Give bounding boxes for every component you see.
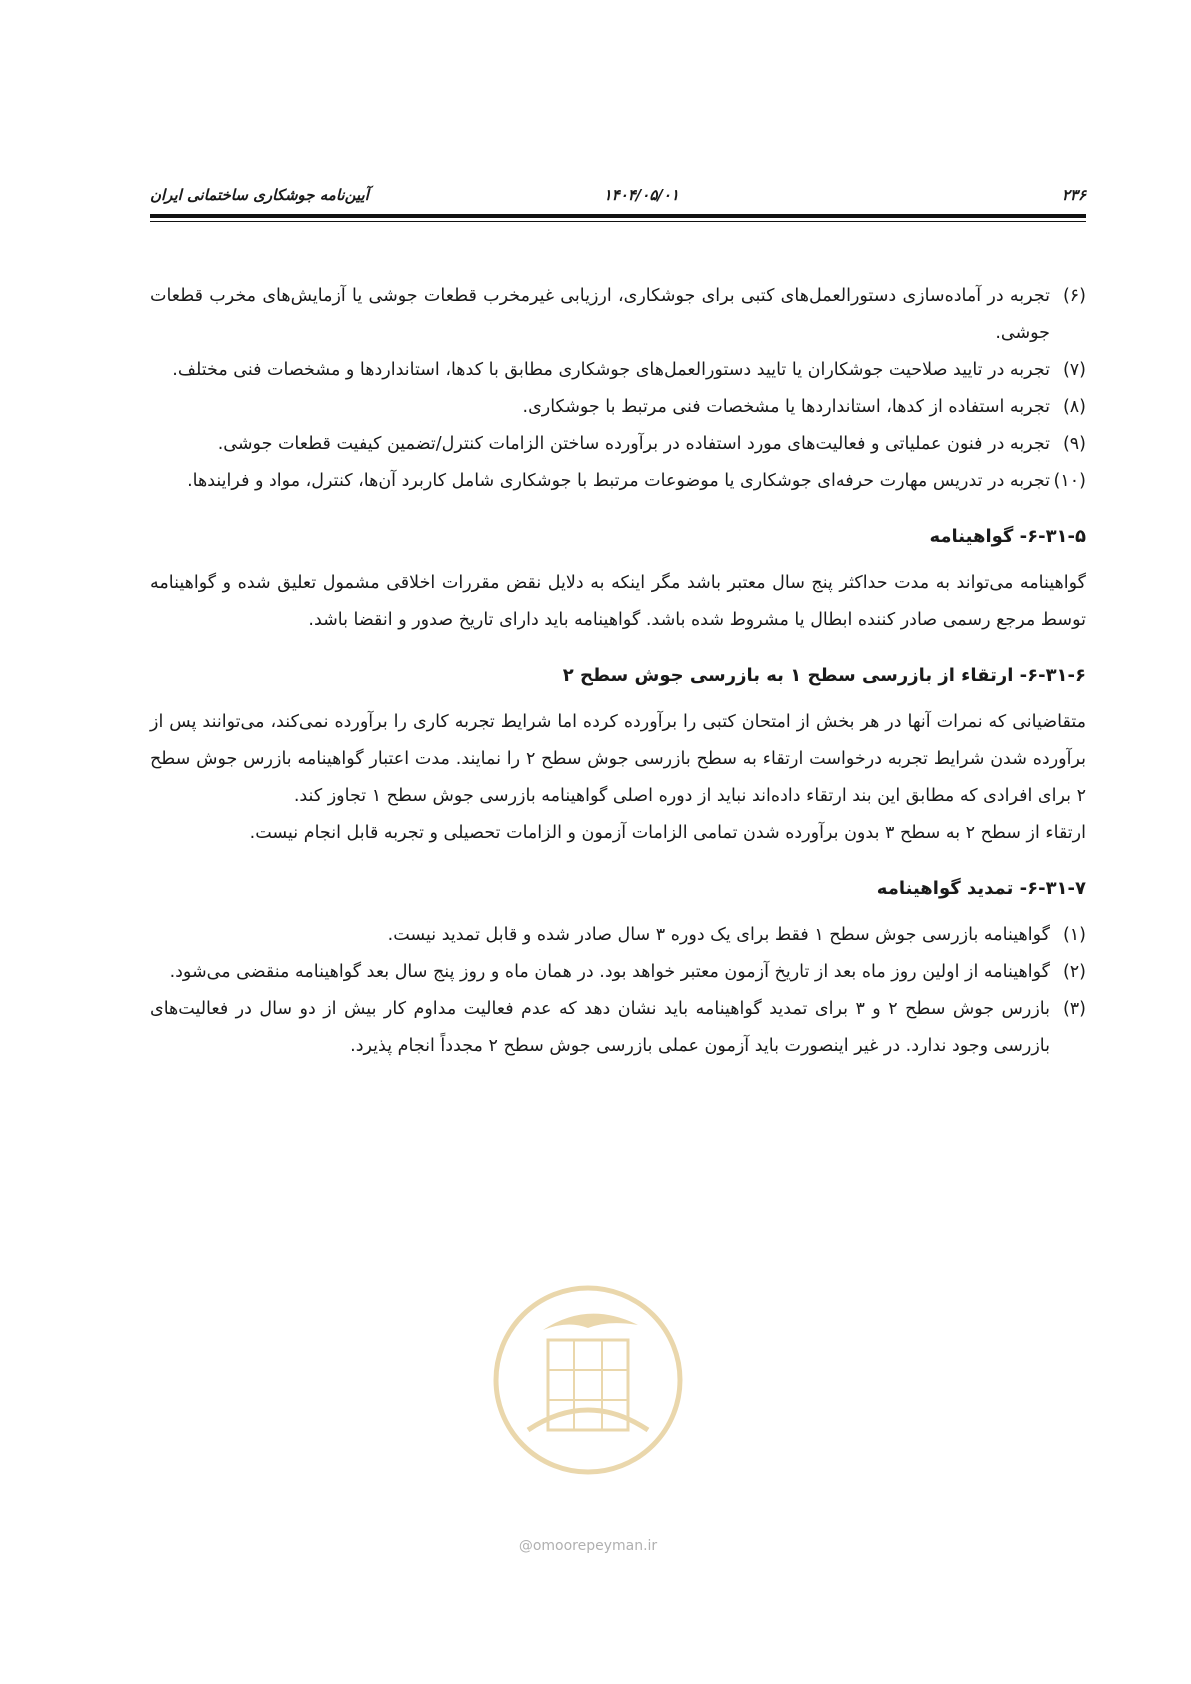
list-item-text: بازرس جوش سطح ۲ و ۳ برای تمدید گواهینامه باید نشان دهد که عدم فعالیت مداوم کار بیش از دو سال در فعالیت‌های بازرسی وجود ندارد. در غیر اینصورت باید آزمون عملی بازرسی جوش سطح ۲ مجدداً انجام پذیرد. <box>150 999 1050 1056</box>
list-item <box>150 278 1086 352</box>
list-item <box>150 991 1086 1065</box>
section-paragraph: متقاضیانی که نمرات آنها در هر بخش از امتحان کتبی را برآورده کرده اما شرایط تجربه کاری را برآورده نمی‌کند، می‌توانند پس از برآورده شدن شرایط تجربه درخواست ارتقاء به سطح بازرسی جوش سطح ۲ را نمایند. مدت اعتبار گواهینامه بازرس جوش سطح ۲ برای افرادی که مطابق این بند ارتقاء داده‌اند نباید از دوره اصلی گواهینامه بازرسی جوش سطح ۱ تجاوز کند. <box>150 712 1086 806</box>
renewal-list <box>150 917 1086 1065</box>
header-rule-thick <box>150 214 1086 218</box>
header-date: ۱۴۰۴/۰۵/۰۱ <box>603 186 679 204</box>
list-item-number: (۶) <box>1062 286 1086 306</box>
header-title: آیین‌نامه جوشکاری ساختمانی ایران <box>150 186 369 204</box>
list-item-number: (۱) <box>1062 925 1086 945</box>
list-item <box>150 954 1086 991</box>
list-item <box>150 389 1086 426</box>
header-page-number: ۲۳۶ <box>1061 186 1086 204</box>
list-item-text: تجربه استفاده از کدها، استانداردها یا مشخصات فنی مرتبط با جوشکاری. <box>522 397 1050 417</box>
list-item-number: (۲) <box>1062 962 1086 982</box>
list-item-text: تجربه در فنون عملیاتی و فعالیت‌های مورد استفاده در برآورده ساختن الزامات کنترل/تضمین کیفیت قطعات جوشی. <box>217 434 1050 454</box>
section-paragraph: گواهینامه می‌تواند به مدت حداکثر پنج سال معتبر باشد مگر اینکه به دلایل نقض مقررات اخلاقی مشمول تعلیق شده و گواهینامه توسط مرجع رسمی صادر کننده ابطال یا مشروط شده باشد. گواهینامه باید دارای تاریخ صدور و انقضا باشد. <box>150 573 1086 630</box>
list-item <box>150 426 1086 463</box>
list-item <box>150 917 1086 954</box>
section-heading-renewal: ۶-۳۱-۷- تمدید گواهینامه <box>876 878 1086 899</box>
list-item-text: تجربه در آماده‌سازی دستورالعمل‌های کتبی برای جوشکاری، ارزیابی غیرمخرب قطعات جوشی یا آزمایش‌های مخرب قطعات جوشی. <box>150 286 1050 343</box>
list-item-number: (۳) <box>1062 999 1086 1019</box>
list-item-number: (۱۰) <box>1053 471 1086 491</box>
list-item-text: تجربه در تدریس مهارت حرفه‌ای جوشکاری یا موضوعات مرتبط با جوشکاری شامل کاربرد آن‌ها، کنترل، مواد و فرایندها. <box>187 471 1050 491</box>
experience-list <box>150 278 1086 500</box>
list-item-text: گواهینامه از اولین روز ماه بعد از تاریخ آزمون معتبر خواهد بود. در همان ماه و روز پنج سال بعد گواهینامه منقضی می‌شود. <box>169 962 1050 982</box>
list-item-text: گواهینامه بازرسی جوش سطح ۱ فقط برای یک دوره ۳ سال صادر شده و قابل تمدید نیست. <box>387 925 1050 945</box>
list-item-number: (۹) <box>1062 434 1086 454</box>
watermark-url: @omoorepeyman.ir <box>518 1538 658 1554</box>
header-rule-thin <box>150 221 1086 222</box>
list-item <box>150 463 1086 500</box>
section-heading-upgrade: ۶-۳۱-۶- ارتقاء از بازرسی سطح ۱ به بازرسی جوش سطح ۲ <box>562 665 1086 686</box>
list-item-number: (۷) <box>1062 360 1086 380</box>
section-paragraph: ارتقاء از سطح ۲ به سطح ۳ بدون برآورده شدن تمامی الزامات آزمون و الزامات تحصیلی و تجربه قابل انجام نیست. <box>249 823 1086 843</box>
list-item-text: تجربه در تایید صلاحیت جوشکاران یا تایید دستورالعمل‌های جوشکاری مطابق با کدها، استانداردها و مشخصات فنی مختلف. <box>172 360 1050 380</box>
document-body <box>150 278 1086 1065</box>
running-header <box>150 186 1086 212</box>
list-item-number: (۸) <box>1062 397 1086 417</box>
document-page <box>150 0 1086 1684</box>
section-heading-certificate: ۶-۳۱-۵- گواهینامه <box>929 526 1086 547</box>
list-item <box>150 352 1086 389</box>
